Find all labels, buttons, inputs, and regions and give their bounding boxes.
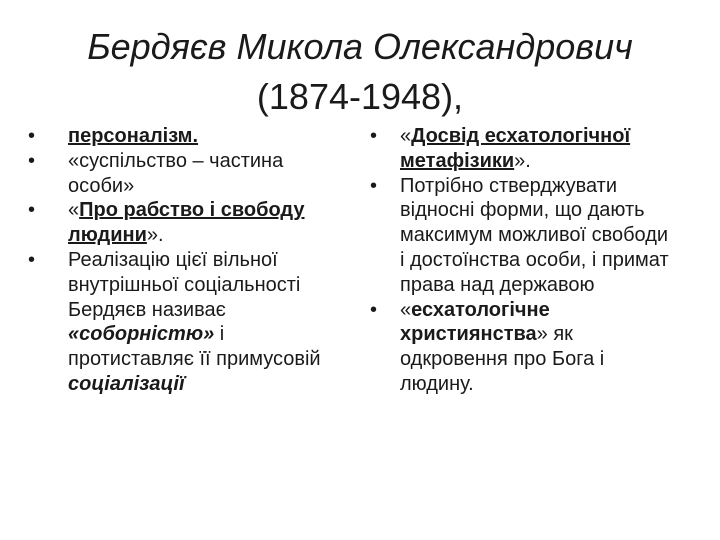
socialization-term: соціалізації [68, 372, 185, 395]
title-years: (1874-1948), [256, 76, 464, 117]
eschatological-term: есхатологічне християнства [400, 298, 550, 346]
sobornost-text-2: і протиставляє її примусовій [68, 323, 321, 371]
relative-forms-text: Потрібно стверджувати відносні форми, що дають максимум можливої свободи і достоїнства особи, і примат права над державою [400, 174, 669, 296]
bullet-icon: • [28, 199, 36, 222]
list-item-slavery-book [28, 198, 348, 248]
quote-open: « [68, 199, 80, 222]
book-title-link[interactable]: Досвід есхатологічної метафізики [400, 125, 631, 172]
list-item-metaphysics-book [370, 124, 670, 174]
quote-close: ». [514, 149, 531, 172]
eschatological-text: » як одкровення про Бога і людину. [400, 323, 605, 395]
sobornost-term: «соборністю» [68, 323, 215, 346]
left-bullet-list [28, 124, 348, 397]
bullet-icon: • [28, 149, 36, 172]
list-item-society [28, 149, 348, 199]
bullet-icon: • [370, 174, 378, 197]
bullet-icon: • [28, 125, 36, 147]
bullet-icon: • [370, 298, 378, 321]
right-bullet-list [370, 124, 670, 397]
quote-open: « [400, 298, 412, 321]
personalism-text: персоналізм. [68, 125, 199, 147]
quote-open: « [400, 125, 412, 147]
list-item-relative-forms [370, 174, 670, 298]
book-title-link[interactable]: Про рабство і свободу людини [68, 199, 305, 247]
society-text: «суспільство – частина особи» [68, 149, 284, 197]
title-name: Бердяєв Микола Олександрович [87, 26, 633, 67]
bullet-icon: • [28, 248, 36, 271]
list-item-sobornost [28, 248, 348, 397]
sobornost-text-1: Реалізацію цієї вільної внутрішньої соціальності Бердяєв називає [68, 248, 301, 321]
bullet-icon: • [370, 125, 378, 147]
list-item-eschatological [370, 298, 670, 397]
slide-title [0, 22, 720, 122]
list-item-personalism [28, 124, 348, 149]
quote-close: ». [146, 224, 164, 247]
